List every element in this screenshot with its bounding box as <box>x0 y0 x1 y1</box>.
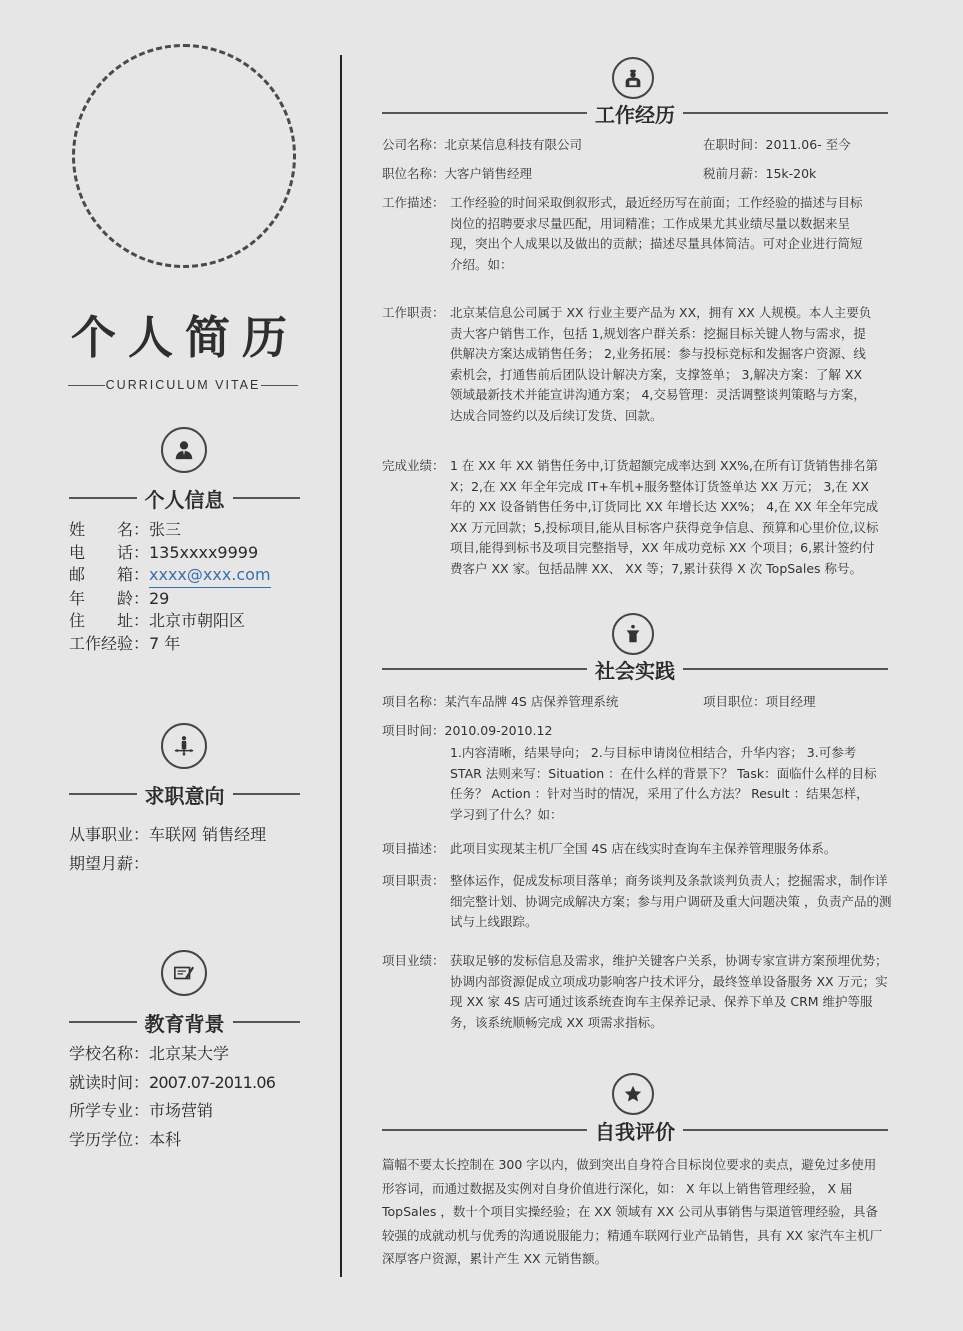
personal-phone-row: 电话 ： 135xxxx9999 <box>69 542 271 565</box>
label: 工作描述： <box>382 195 445 210</box>
work-salary: 税前月薪：15k-20k <box>703 166 817 181</box>
header-line <box>233 1021 301 1023</box>
header-line <box>69 1021 137 1023</box>
header-line <box>233 497 301 499</box>
label: 工作经验 <box>69 633 134 653</box>
header-line <box>683 1129 888 1131</box>
work-description-text: 工作经验的时间采取倒叙形式，最近经历写在前面；工作经验的描述与目标岗位的招聘要求尽量匹配，用词精准；工作成果尤其业绩尽量以数据来呈现，突出个人成果以及做出的贡献；描述尽量具体简洁。可对企业进行简短介绍。如： <box>450 195 863 272</box>
subtitle-text: CURRICULUM VITAE <box>105 378 261 392</box>
project-description-text: 此项目实现某主机厂全国 4S 店在线实时查询车主保养管理服务体系。 <box>450 841 837 856</box>
label: 所学专业 <box>69 1101 134 1120</box>
work-tenure: 在职时间：2011.06- 至今 <box>703 137 851 152</box>
subtitle-line-right <box>261 385 298 386</box>
section-title-social: 社会实践 <box>595 658 675 683</box>
label: 就读时间 <box>69 1072 134 1092</box>
project-duty <box>382 871 894 933</box>
label: 从事职业 <box>69 825 134 844</box>
major-value: 市场营销 <box>149 1101 214 1120</box>
label: 完成业绩： <box>382 458 445 473</box>
photo-placeholder[interactable] <box>72 44 296 268</box>
project-duty-text: 整体运作，促成发标项目落单；商务谈判及条款谈判负责人；挖掘需求，制作详细完整计划、协调完成解决方案；参与用户调研及重大问题决策 ，负责产品的测试与上线跟踪。 <box>450 873 892 930</box>
label: 学校名称 <box>69 1044 134 1063</box>
phone-value: 135xxxx9999 <box>149 542 259 562</box>
label: 学历学位 <box>69 1129 134 1149</box>
work-position: 职位名称：大客户销售经理 <box>382 166 533 181</box>
section-title-self: 自我评价 <box>595 1119 675 1144</box>
school-value: 北京某大学 <box>149 1044 230 1063</box>
page-title: 个人简历 <box>70 311 299 364</box>
header-line <box>382 112 587 114</box>
section-title-education: 教育背景 <box>144 1011 225 1036</box>
work-duty-text: 北京某信息公司属于 XX 行业主要产品为 XX，拥有 XX 人规模。本人主要负责大客户销售工作，包括 1,规划客户群关系：挖掘目标关键人物与需求，提供解决方案达成销售任务； 2,业务拓展：参与投标竞标和发掘客户资源、线索机会，打通售前后团队设计解决方案，支撑签单； 3,解决方案：了解 XX 领域最新技术并能宣讲沟通方案； 4,交易管理：灵活调整谈判策略与方案，达成合同签约以及后续订发货、回款。 <box>450 305 872 423</box>
label: 项目职责： <box>382 873 445 888</box>
project-time: 项目时间：2010.09-2010.12 <box>382 723 553 738</box>
work-result <box>382 456 882 580</box>
label: 项目业绩： <box>382 953 445 968</box>
section-header-work <box>382 99 888 127</box>
label: 期望月薪 <box>69 853 134 873</box>
address-value: 北京市朝阳区 <box>149 611 246 630</box>
project-name: 项目名称：某汽车品牌 4S 店保养管理系统 <box>382 694 619 709</box>
label: 姓名 <box>69 520 133 539</box>
label: 工作职责： <box>382 305 445 320</box>
period-value: 2007.07-2011.06 <box>149 1072 276 1092</box>
page-subtitle <box>68 376 298 394</box>
header-line <box>382 668 587 670</box>
certificate-icon <box>161 950 207 996</box>
header-line <box>69 793 137 795</box>
project-result <box>382 951 888 1033</box>
person-direction-icon <box>161 723 207 769</box>
job-value: 车联网 销售经理 <box>149 825 267 844</box>
section-header-education <box>69 1008 300 1036</box>
email-link[interactable]: xxxx@xxx.com <box>149 564 271 588</box>
section-header-intent <box>69 780 300 808</box>
self-evaluation-text: 篇幅不要太长控制在 300 字以内，做到突出自身符合目标岗位要求的卖点，避免过多使用形容词，而通过数据及实例对自身价值进行深化，如： X 年以上销售管理经验， X 届 TopSales ，数十个项目实操经验；在 XX 领域有 XX 公司从事销售与渠道管理经验，具备较强的成就动机与优秀的沟通说服能力；精通车联网行业产品销售，具有 XX 家汽车主机厂深厚客户资源，累计产生 XX 元销售额。 <box>382 1157 883 1267</box>
user-icon <box>161 427 207 473</box>
header-line <box>382 1129 587 1131</box>
section-title-personal: 个人信息 <box>144 487 225 512</box>
header-line <box>683 668 888 670</box>
vertical-divider <box>340 55 342 1277</box>
personal-experience-row: 工作经验 ： 7 年 <box>69 633 271 656</box>
header-line <box>233 793 301 795</box>
personal-address-row: 住址 ： 北京市朝阳区 <box>69 610 271 633</box>
name-value: 张三 <box>149 520 182 539</box>
star-icon <box>612 1073 654 1115</box>
label: 年龄 <box>69 588 133 608</box>
degree-value: 本科 <box>149 1129 182 1149</box>
work-result-text: 1 在 XX 年 XX 销售任务中,订货超额完成率达到 XX%,在所有订货销售排名第 X；2,在 XX 年全年完成 IT+车机+服务整体订货签单达 XX 万元； 3,在 XX 年的 XX 设备销售任务中,订货同比 XX 年增长达 XX%； 4,在 XX 年全年完成 XX 万元回款；5,投标项目,能从目标客户获得竞争信息、预算和心里价位,议标项目,能得到标书及项目完整指导，XX 年成功竞标 XX 个项目；6,累计签约付费客户 XX 家。包括品牌 XX、 XX 等；7,累计获得 X 次 TopSales 称号。 <box>450 458 879 576</box>
work-description <box>382 193 872 275</box>
label: 项目描述： <box>382 841 445 856</box>
section-header-personal <box>69 484 300 512</box>
personal-email-row: 邮箱 ： xxxx@xxx.com <box>69 564 271 588</box>
work-company: 公司名称：北京某信息科技有限公司 <box>382 137 583 152</box>
section-title-intent: 求职意向 <box>144 783 225 808</box>
section-title-work: 工作经历 <box>595 102 675 127</box>
project-result-text: 获取足够的发标信息及需求，维护关键客户关系，协调专家宣讲方案预埋优势；协调内部资源促成立项成功影响客户技术评分，最终签单设备服务 XX 万元；实现 XX 家 4S 店可通过该系统查询车主保养记录、保养下单及 CRM 维护等服务，该系统顺畅完成 XX 项需求指标。 <box>450 953 888 1030</box>
project-description <box>382 839 882 860</box>
intent-job-row: 从事职业 ： 车联网 销售经理 <box>69 821 266 850</box>
experience-value: 7 年 <box>149 633 181 653</box>
personal-info-list <box>69 519 271 655</box>
education-list <box>69 1040 275 1154</box>
header-line <box>683 112 888 114</box>
project-tips: 1.内容清晰，结果导向； 2.与目标申请岗位相结合，升华内容； 3.可参考 STAR 法则来写：Situation ：在什么样的背景下？ Task：面临什么样的目标任务？ Action ：针对当时的情况，采用了什么方法？ Result ：结果怎样，学习到了什么？如： <box>450 745 877 822</box>
worker-icon <box>612 57 654 99</box>
edu-period-row: 就读时间 ： 2007.07-2011.06 <box>69 1069 275 1098</box>
personal-age-row: 年龄 ： 29 <box>69 588 271 611</box>
subtitle-line-left <box>68 385 105 386</box>
edu-major-row: 所学专业 ： 市场营销 <box>69 1097 275 1126</box>
work-duty <box>382 303 878 427</box>
intent-salary-row: 期望月薪 ： <box>69 850 266 879</box>
label: 住址 <box>69 611 133 630</box>
section-header-self <box>382 1116 888 1144</box>
age-value: 29 <box>149 588 170 608</box>
label: 邮箱 <box>69 565 133 584</box>
section-header-social <box>382 655 888 683</box>
trophy-icon <box>612 613 654 655</box>
intent-list <box>69 821 266 878</box>
header-line <box>69 497 137 499</box>
personal-name-row: 姓名 ： 张三 <box>69 519 271 542</box>
edu-degree-row: 学历学位 ： 本科 <box>69 1126 275 1155</box>
project-role: 项目职位：项目经理 <box>703 694 816 709</box>
edu-school-row: 学校名称 ： 北京某大学 <box>69 1040 275 1069</box>
label: 电话 <box>69 542 133 562</box>
